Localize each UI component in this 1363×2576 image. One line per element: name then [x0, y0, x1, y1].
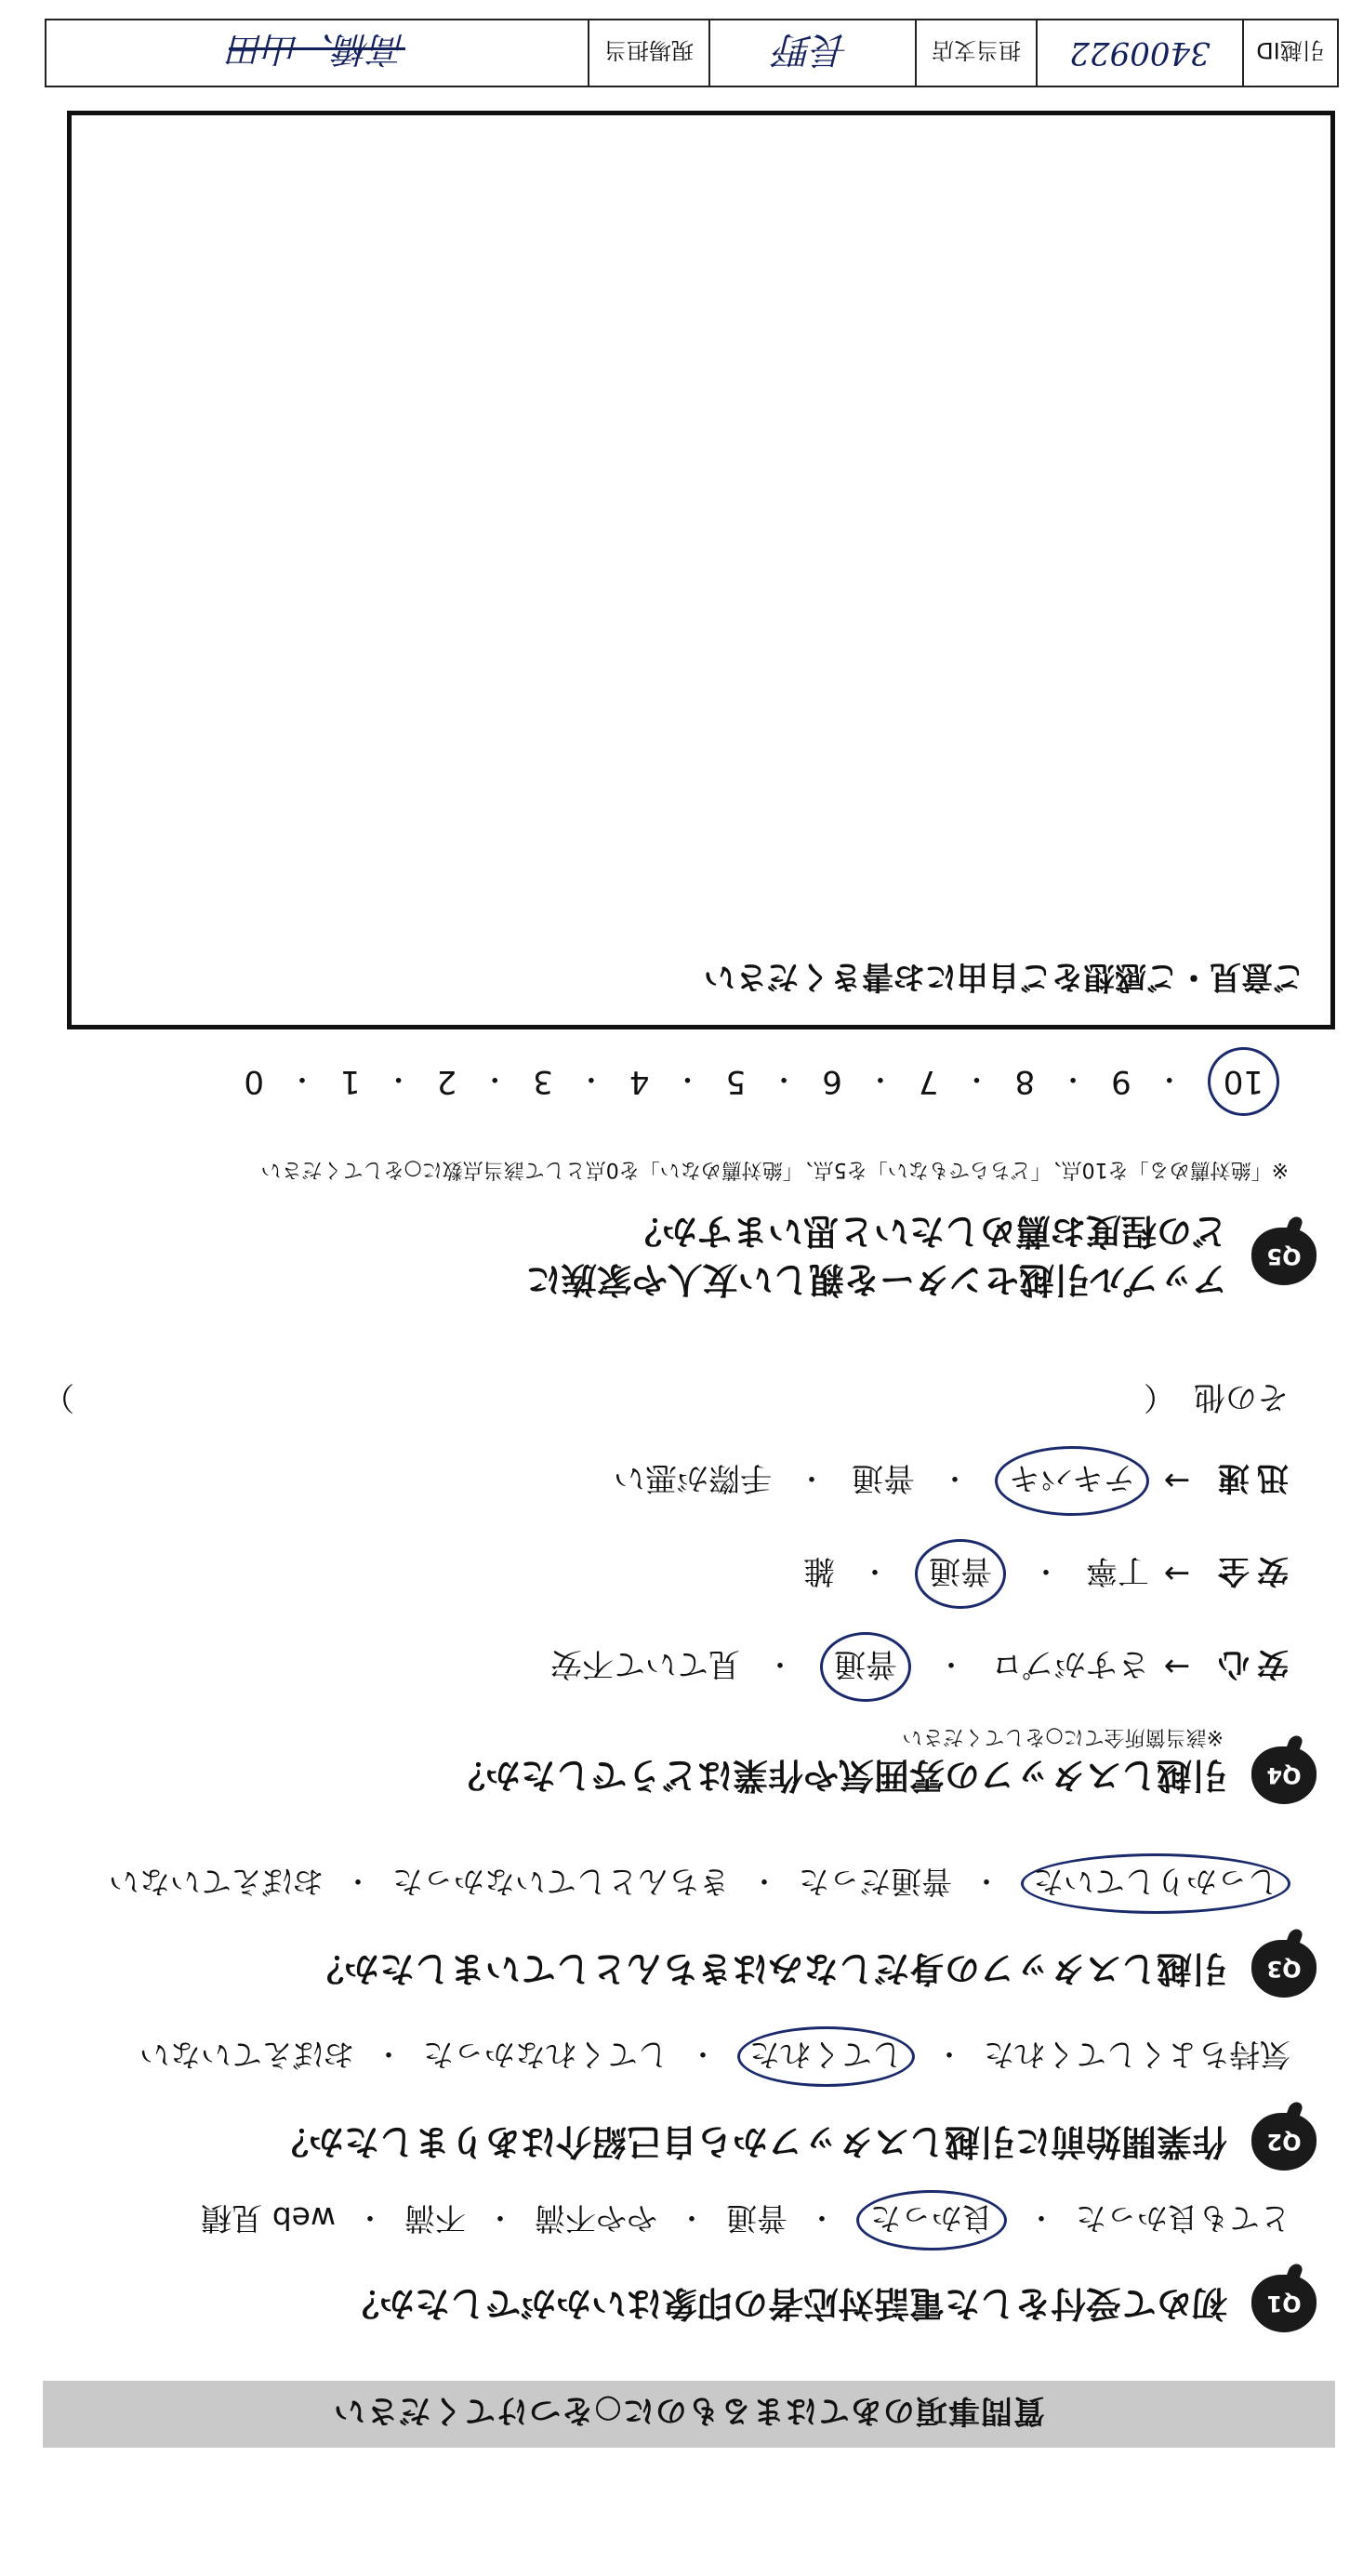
q4-other-open: （	[1144, 1378, 1175, 1415]
q5-score[interactable]: 2	[436, 1063, 457, 1100]
q5-score[interactable]: 9	[1111, 1063, 1131, 1100]
q5-note: ※「絶対薦める」を10点、「どちらでもない」を5点、「絶対薦めない」を0点として該当点数に○をしてください	[260, 1158, 1289, 1181]
q4-option[interactable]: 丁寧	[1086, 1552, 1149, 1589]
q5-score-selected[interactable]: 10	[1208, 1047, 1279, 1116]
comment-box-title: ご意見・ご感想をご自由にお書きください	[704, 958, 1304, 995]
q4-row	[450, 1746, 1317, 1804]
branch-label: 担当支店	[915, 20, 1036, 86]
q3-option-selected[interactable]: しっかりしていた	[1021, 1853, 1290, 1914]
q5-row	[526, 1207, 1317, 1304]
q2-row	[273, 2113, 1317, 2171]
q5-score[interactable]: 3	[533, 1063, 553, 1100]
q4-option[interactable]: 見ていて不安	[550, 1645, 740, 1682]
q2-options: 気持ちよくしてくれた ・ してくれた ・ してくれなかった ・ おぼえていない	[139, 2026, 1290, 2087]
q5-score[interactable]: 6	[822, 1063, 842, 1100]
q4-option-selected[interactable]: テキパキ	[995, 1446, 1149, 1516]
q4-row-label: 安心	[1211, 1645, 1289, 1682]
arrow-icon: →	[1163, 1555, 1191, 1593]
q5-score[interactable]: 0	[244, 1063, 264, 1100]
q1-option[interactable]: とても良かった	[1076, 2200, 1290, 2237]
q5-text-line1: アップル引越センターを親しい友人や家族に	[525, 1259, 1227, 1300]
q5-scale: 10 ・ 9 ・ 8 ・ 7 ・ 6 ・ 5 ・ 4 ・ 3 ・ 2 ・ 1 ・ 0	[244, 1047, 1279, 1116]
q4-option-selected[interactable]: 普通	[915, 1539, 1006, 1609]
q1-options: とても良かった ・ 良かった ・ 普通 ・ やや不満 ・ 不満 ・ web 見積	[201, 2190, 1290, 2251]
q1-option[interactable]: 普通	[726, 2200, 787, 2237]
id-value: 3400922	[1036, 20, 1242, 86]
id-label: 引越ID	[1242, 20, 1337, 86]
q3-option[interactable]: きちんとしていなかった	[392, 1864, 730, 1900]
q3-options: しっかりしていた ・ 普通だった ・ きちんとしていなかった ・ おぼえていない	[109, 1853, 1290, 1914]
site-label: 現場担当	[588, 20, 708, 86]
q4-text: 引越しスタッフの雰囲気や作業はどうでしたか？	[449, 1755, 1227, 1796]
q4-option-selected[interactable]: 普通	[820, 1632, 911, 1702]
q1-row	[344, 2275, 1317, 2332]
q5-text-line2: どの程度お薦めしたいと思いますか？	[626, 1211, 1227, 1252]
q4-row-anzen: 安全 → 丁寧 ・ 普通 ・ 雑	[803, 1539, 1289, 1609]
q5-score[interactable]: 1	[339, 1063, 361, 1100]
q2-badge: Q2	[1251, 2113, 1317, 2171]
q5-score[interactable]: 8	[1014, 1063, 1036, 1100]
instruction-banner: 質問事項のあてはまるものに○をつけてください	[43, 2381, 1335, 2448]
q4-option[interactable]: 手際が悪い	[614, 1459, 772, 1496]
q4-badge: Q4	[1251, 1746, 1317, 1804]
q2-option[interactable]: おぼえていない	[139, 2037, 354, 2073]
q1-text: 初めて受付をした電話対応者の印象はいかがでしたか？	[343, 2283, 1227, 2324]
q4-note: ※該当箇所全てに○をしてください	[902, 1725, 1224, 1748]
q2-text: 作業開始前に引越しスタッフから自己紹介はありましたか？	[272, 2121, 1227, 2162]
arrow-icon: →	[1163, 1462, 1191, 1500]
q1-option[interactable]: やや不満	[535, 2200, 657, 2237]
q3-option[interactable]: おぼえていない	[109, 1864, 324, 1900]
header-table	[45, 19, 1339, 87]
q4-row-label: 安全	[1211, 1552, 1289, 1589]
arrow-icon: →	[1163, 1648, 1191, 1686]
q4-other	[43, 1377, 1289, 1423]
q4-other-close: ）	[43, 1378, 74, 1415]
branch-value: 長野	[708, 20, 915, 86]
q5-badge: Q5	[1251, 1228, 1317, 1285]
q5-score[interactable]: 5	[725, 1063, 747, 1100]
q3-text: 引越しスタッフの身だしなみはきちんとしていましたか？	[308, 1948, 1227, 1989]
q4-row-anshin: 安心 → さすがプロ ・ 普通 ・ 見ていて不安	[550, 1632, 1289, 1702]
q4-other-label: その他	[1194, 1378, 1289, 1415]
q3-option[interactable]: 普通だった	[799, 1864, 952, 1900]
q2-option[interactable]: してくれなかった	[423, 2037, 668, 2073]
q1-badge: Q1	[1251, 2275, 1317, 2332]
comment-box[interactable]	[67, 111, 1335, 1029]
q3-row	[309, 1940, 1317, 1998]
q4-option[interactable]: 普通	[852, 1459, 915, 1496]
q4-option[interactable]: 雑	[803, 1552, 835, 1589]
q3-badge: Q3	[1251, 1940, 1317, 1998]
q4-option[interactable]: さすがプロ	[991, 1645, 1149, 1682]
q1-option[interactable]: web 見積	[201, 2200, 336, 2237]
q5-score[interactable]: 7	[918, 1063, 939, 1100]
q5-score[interactable]: 4	[629, 1063, 650, 1100]
q1-option-selected[interactable]: 良かった	[856, 2190, 1007, 2251]
q4-row-jinsoku: 迅速 → テキパキ ・ 普通 ・ 手際が悪い	[614, 1446, 1289, 1516]
q1-option[interactable]: 不満	[404, 2200, 466, 2237]
q4-row-label: 迅速	[1211, 1459, 1289, 1496]
q2-option-selected[interactable]: してくれた	[737, 2026, 915, 2087]
q2-option[interactable]: 気持ちよくしてくれた	[984, 2037, 1290, 2073]
site-value: 高橋、山田	[229, 29, 406, 71]
